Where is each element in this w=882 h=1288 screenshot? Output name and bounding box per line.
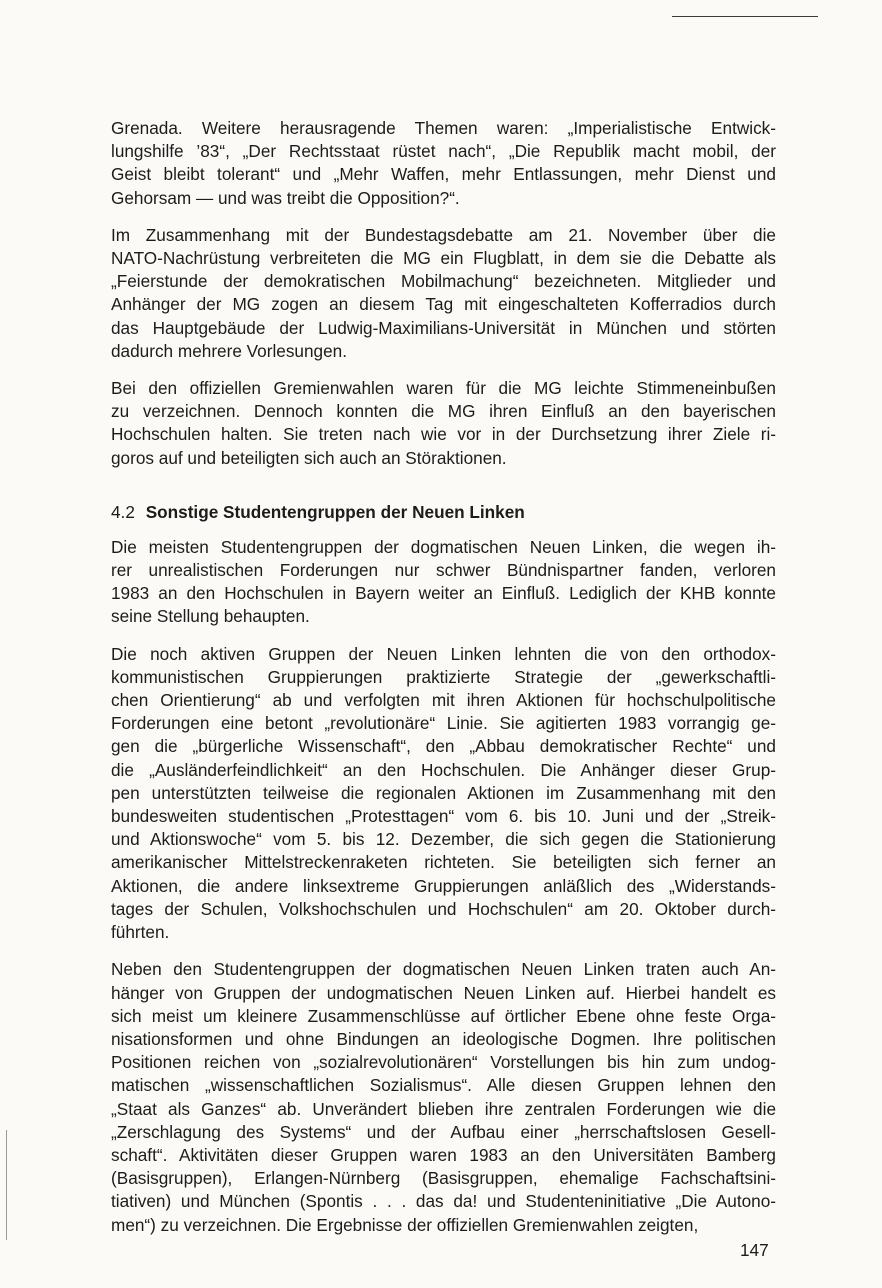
paragraph bbox=[111, 117, 776, 210]
text-line: schaft“. Aktivitäten dieser Gruppen waren 1983 an den Universitäten Bamberg bbox=[111, 1144, 776, 1165]
text-line: Grenada. Weitere herausragende Themen waren: „Imperialistische Entwick- bbox=[111, 118, 776, 138]
section-title: Sonstige Studentengruppen der Neuen Linken bbox=[145, 501, 525, 522]
section-number: 4.2 bbox=[111, 501, 135, 522]
paragraph bbox=[111, 958, 776, 1236]
text-line: nisationsformen und ohne Bindungen an ideologische Dogmen. Ihre politischen bbox=[111, 1028, 776, 1049]
scan-edge-line bbox=[6, 1130, 7, 1240]
text-line: 1983 an den Hochschulen in Bayern weiter an Einfluß. Lediglich der KHB konnte bbox=[111, 583, 776, 604]
text-line: das Hauptgebäude der Ludwig-Maximilians-Universität in München und störten bbox=[111, 317, 776, 338]
text-line: amerikanischer Mittelstreckenraketen richteten. Sie beteiligten sich ferner an bbox=[111, 852, 776, 873]
text-line: sich meist um kleinere Zusammenschlüsse auf örtlicher Ebene ohne feste Orga- bbox=[111, 1005, 776, 1026]
text-line: Bei den offiziellen Gremienwahlen waren für die MG leichte Stimmeneinbußen bbox=[111, 378, 776, 399]
page-number: 147 bbox=[740, 1240, 769, 1260]
paragraph bbox=[111, 224, 776, 363]
text-line: lungshilfe ’83“, „Der Rechtsstaat rüstet nach“, „Die Republik macht mobil, der bbox=[111, 141, 776, 162]
text-line: Aktionen, die andere linksextreme Gruppierungen anläßlich des „Widerstands- bbox=[111, 875, 776, 896]
text-line: matischen „wissenschaftlichen Sozialismus“. Alle diesen Gruppen lehnen den bbox=[111, 1075, 776, 1096]
text-line: dadurch mehrere Vorlesungen. bbox=[111, 340, 348, 361]
paragraph bbox=[111, 643, 776, 945]
text-line: pen unterstützten teilweise die regionalen Aktionen im Zusammenhang mit den bbox=[111, 782, 776, 803]
header-rule bbox=[672, 16, 818, 17]
text-line: Geist bleibt tolerant“ und „Mehr Waffen, mehr Entlassungen, mehr Dienst und bbox=[111, 164, 776, 185]
text-line: goros auf und beteiligten sich auch an Störaktionen. bbox=[111, 447, 507, 468]
section-heading bbox=[111, 501, 776, 524]
text-line: tages der Schulen, Volkshochschulen und Hochschulen“ am 20. Oktober durch- bbox=[111, 898, 776, 919]
page-body bbox=[111, 117, 776, 1251]
text-line: (Basisgruppen), Erlangen-Nürnberg (Basisgruppen, ehemalige Fachschaftsini- bbox=[111, 1168, 776, 1189]
text-line: Gehorsam — und was treibt die Opposition?“. bbox=[111, 187, 460, 208]
text-line: „Feierstunde der demokratischen Mobilmachung“ bezeichneten. Mitglieder und bbox=[111, 271, 776, 292]
text-line: kommunistischen Gruppierungen praktizierte Strategie der „gewerkschaftli- bbox=[111, 666, 776, 687]
text-line: Positionen reichen von „sozialrevolutionären“ Vorstellungen bis hin zum undog- bbox=[111, 1052, 776, 1073]
text-line: gen die „bürgerliche Wissenschaft“, den „Abbau demokratischer Rechte“ und bbox=[111, 736, 776, 757]
text-line: rer unrealistischen Forderungen nur schwer Bündnispartner fanden, verloren bbox=[111, 560, 776, 581]
text-line: Im Zusammenhang mit der Bundestagsdebatte am 21. November über die bbox=[111, 224, 776, 245]
text-line: „Staat als Ganzes“ ab. Unverändert blieben ihre zentralen Forderungen wie die bbox=[111, 1098, 776, 1119]
text-line: zu verzeichnen. Dennoch konnten die MG ihren Einfluß an den bayerischen bbox=[111, 401, 776, 422]
text-line: Neben den Studentengruppen der dogmatischen Neuen Linken traten auch An- bbox=[111, 959, 776, 980]
text-line: führten. bbox=[111, 922, 170, 943]
text-line: Anhänger der MG zogen an diesem Tag mit eingeschalteten Kofferradios durch bbox=[111, 294, 776, 315]
text-line: seine Stellung behaupten. bbox=[111, 606, 310, 627]
text-line: hänger von Gruppen der undogmatischen Neuen Linken auf. Hierbei handelt es bbox=[111, 982, 776, 1003]
text-line: Die meisten Studentengruppen der dogmatischen Neuen Linken, die wegen ih- bbox=[111, 536, 776, 557]
paragraphs-after-section bbox=[111, 536, 776, 1237]
text-line: die „Ausländerfeindlichkeit“ an den Hochschulen. Die Anhänger dieser Grup- bbox=[111, 759, 776, 780]
paragraph bbox=[111, 536, 776, 629]
text-line: tiativen) und München (Spontis . . . das da! und Studenteninitiative „Die Autono- bbox=[111, 1191, 776, 1212]
text-line: men“) zu verzeichnen. Die Ergebnisse der offiziellen Gremienwahlen zeigten, bbox=[111, 1214, 699, 1235]
paragraphs-before-section bbox=[111, 117, 776, 470]
text-line: bundesweiten studentischen „Protesttagen“ vom 6. bis 10. Juni und der „Streik- bbox=[111, 806, 776, 827]
text-line: „Zerschlagung des Systems“ und der Aufbau einer „herrschaftslosen Gesell- bbox=[111, 1121, 776, 1142]
paragraph bbox=[111, 377, 776, 470]
text-line: und Aktionswoche“ vom 5. bis 12. Dezember, die sich gegen die Stationierung bbox=[111, 829, 776, 850]
text-line: NATO-Nachrüstung verbreiteten die MG ein Flugblatt, in dem sie die Debatte als bbox=[111, 248, 776, 269]
text-line: Die noch aktiven Gruppen der Neuen Linken lehnten die von den orthodox- bbox=[111, 643, 776, 664]
text-line: Hochschulen halten. Sie treten nach wie vor in der Durchsetzung ihrer Ziele ri- bbox=[111, 424, 776, 445]
text-line: chen Orientierung“ ab und verfolgten mit ihren Aktionen für hochschulpolitische bbox=[111, 690, 776, 711]
text-line: Forderungen eine betont „revolutionäre“ Linie. Sie agitierten 1983 vorrangig ge- bbox=[111, 713, 776, 734]
